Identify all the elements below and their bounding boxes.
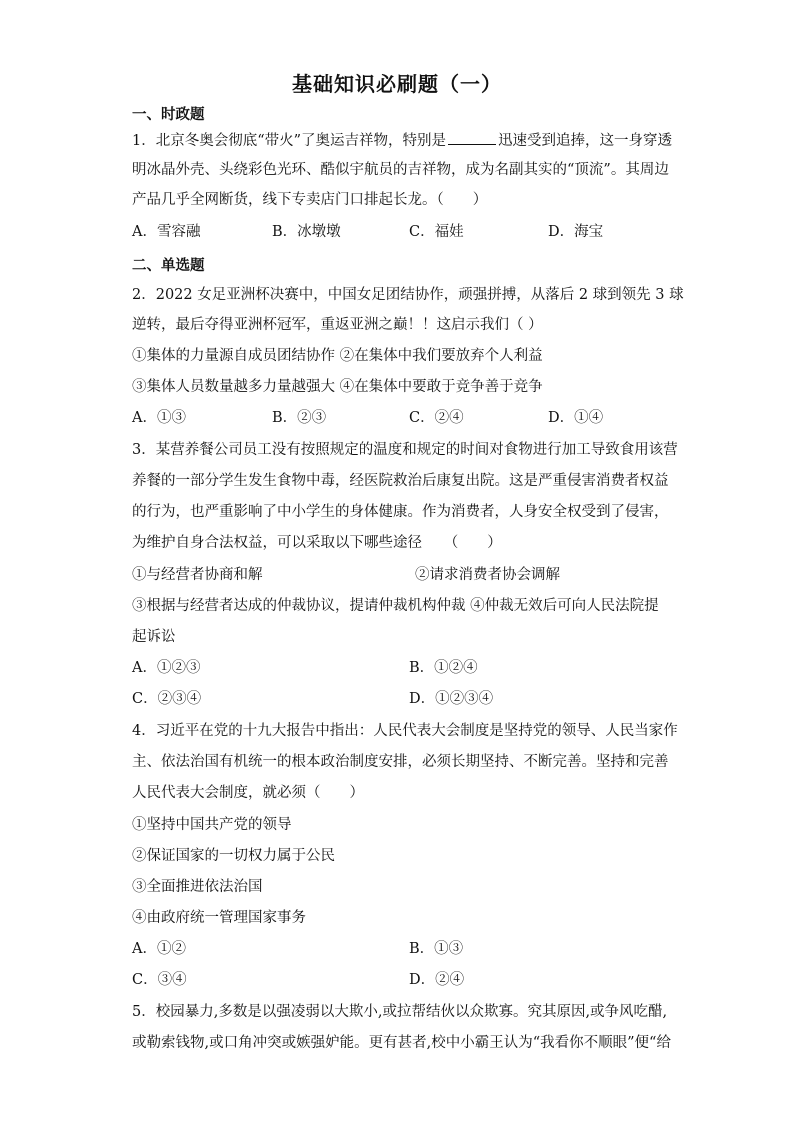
question-1-line-1 [132,130,672,151]
question-4-item-3: ③全面推进依法治国 [132,879,263,895]
question-2-line-2: 逆转，最后夺得亚洲杯冠军，重返亚洲之巅！！这启示我们（ ） [132,317,543,333]
question-4-option-b: B．①③ [409,941,464,957]
question-3-line-4: 为维护自身合法权益，可以采取以下哪些途径 （ ） [132,535,502,551]
question-1-line-3: 产品几乎全网断货，线下专卖店门口排起长龙。（ ） [132,192,488,208]
question-4-line-1: 4．习近平在党的十九大报告中指出：人民代表大会制度是坚持党的领导、人民当家作 [132,723,678,739]
question-4-option-c: C．③④ [132,972,187,988]
question-1-text-a: 1．北京冬奥会彻底“带火”了奥运吉祥物，特别是 [132,133,447,149]
question-2-line-3: ①集体的力量源自成员团结协作 ②在集体中我们要放弃个人利益 [132,348,543,364]
question-1-line-2: 明冰晶外壳、头绕彩色光环、酷似宇航员的吉祥物，成为名副其实的“顶流”。其周边 [132,162,669,178]
question-3-line-2: 养餐的一部分学生发生食物中毒，经医院救治后康复出院。这是严重侵害消费者权益 [132,473,669,489]
question-1-option-d: D．海宝 [548,224,604,240]
page-title: 基础知识必刷题（一） [292,72,502,96]
question-4-option-a: A．①② [132,941,186,957]
question-2-line-4: ③集体人员数量越多力量越强大 ④在集体中要敢于竞争善于竞争 [132,379,543,395]
section-heading-single-choice: 二、单选题 [132,257,205,274]
question-3-item-2: ②请求消费者协会调解 [415,567,560,583]
question-1-text-b: 迅速受到追捧，这一身穿透 [498,133,673,149]
question-2-option-b: B．②③ [272,410,327,426]
question-1-option-c: C．福娃 [409,224,464,240]
question-3-item-1: ①与经营者协商和解 [132,567,263,583]
question-2-option-c: C．②④ [409,410,464,426]
section-heading-current-affairs: 一、时政题 [132,106,205,123]
question-4-item-2: ②保证国家的一切权力属于公民 [132,848,335,864]
question-3-option-d: D．①②③④ [409,691,494,707]
question-2-option-a: A．①③ [132,410,186,426]
answer-blank [448,130,496,145]
question-3-line-3: 的行为，也严重影响了中小学生的身体健康。作为消费者，人身安全权受到了侵害， [132,504,669,520]
question-4-option-d: D．②④ [409,972,465,988]
question-3-line-1: 3．某营养餐公司员工没有按照规定的温度和规定的时间对食物进行加工导致食用该营 [132,442,678,458]
question-5-line-1: 5．校园暴力,多数是以强凌弱以大欺小,或拉帮结伙以众欺寡。究其原因,或争风吃醋, [132,1004,668,1020]
question-4-item-4: ④由政府统一管理国家事务 [132,910,306,926]
question-5-line-2: 或勒索钱物,或口角冲突或嫉强妒能。更有甚者,校中小霸王认为“我看你不顺眼”便“给 [132,1035,671,1051]
question-4-line-2: 主、依法治国有机统一的根本政治制度安排，必须长期坚持、不断完善。坚持和完善 [132,754,669,770]
question-2-option-d: D．①④ [548,410,604,426]
question-1-option-a: A．雪容融 [132,224,201,240]
question-1-option-b: B．冰墩墩 [272,224,341,240]
question-4-item-1: ①坚持中国共产党的领导 [132,817,292,833]
question-3-line-6: ③根据与经营者达成的仲裁协议，提请仲裁机构仲裁 ④仲裁无效后可向人民法院提 [132,598,659,614]
question-3-option-c: C．②③④ [132,691,202,707]
question-3-option-a: A．①②③ [132,660,201,676]
question-3-line-7: 起诉讼 [132,629,176,645]
question-2-line-1: 2．2022 女足亚洲杯决赛中，中国女足团结协作，顽强拼搏，从落后 2 球到领先 3 球 [132,287,684,303]
question-4-line-3: 人民代表大会制度，就必须（ ） [132,785,364,801]
question-3-option-b: B．①②④ [409,660,478,676]
